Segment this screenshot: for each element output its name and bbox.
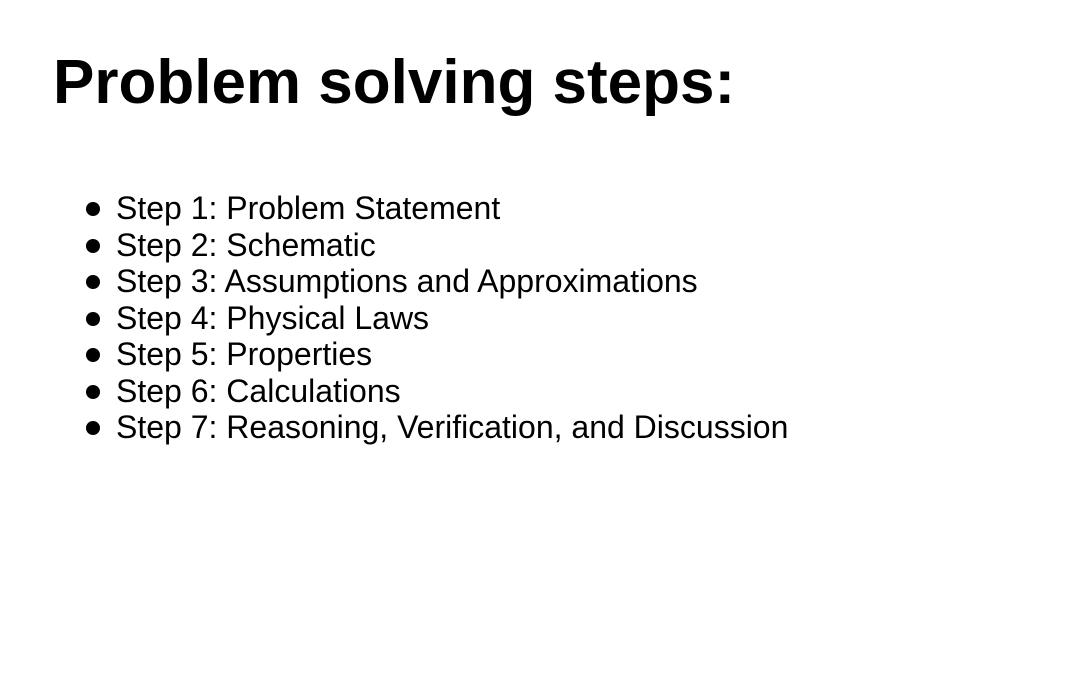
step-label: Step 5: Properties	[116, 336, 373, 372]
step-label: Step 1: Problem Statement	[116, 190, 501, 226]
bullet-icon	[86, 275, 100, 289]
bullet-icon	[86, 385, 100, 399]
slide-title: Problem solving steps:	[53, 48, 736, 117]
step-label: Step 4: Physical Laws	[116, 299, 430, 336]
step-label: Step 2: Schematic	[116, 226, 376, 263]
bullet-icon	[86, 421, 100, 435]
step-label: Step 3: Assumptions and Approximations	[116, 263, 698, 299]
list-item	[116, 409, 788, 446]
list-item	[116, 373, 788, 410]
list-item	[116, 300, 788, 337]
list-item	[116, 227, 788, 264]
step-label: Step 6: Calculations	[116, 372, 401, 409]
list-item	[116, 190, 788, 227]
bullet-icon	[86, 312, 100, 326]
list-item	[116, 263, 788, 300]
list-item	[116, 336, 788, 373]
bullet-icon	[86, 202, 100, 216]
step-label: Step 7: Reasoning, Verification, and Discussion	[116, 409, 789, 445]
bullet-icon	[86, 348, 100, 362]
steps-list	[116, 190, 788, 446]
bullet-icon	[86, 239, 100, 253]
